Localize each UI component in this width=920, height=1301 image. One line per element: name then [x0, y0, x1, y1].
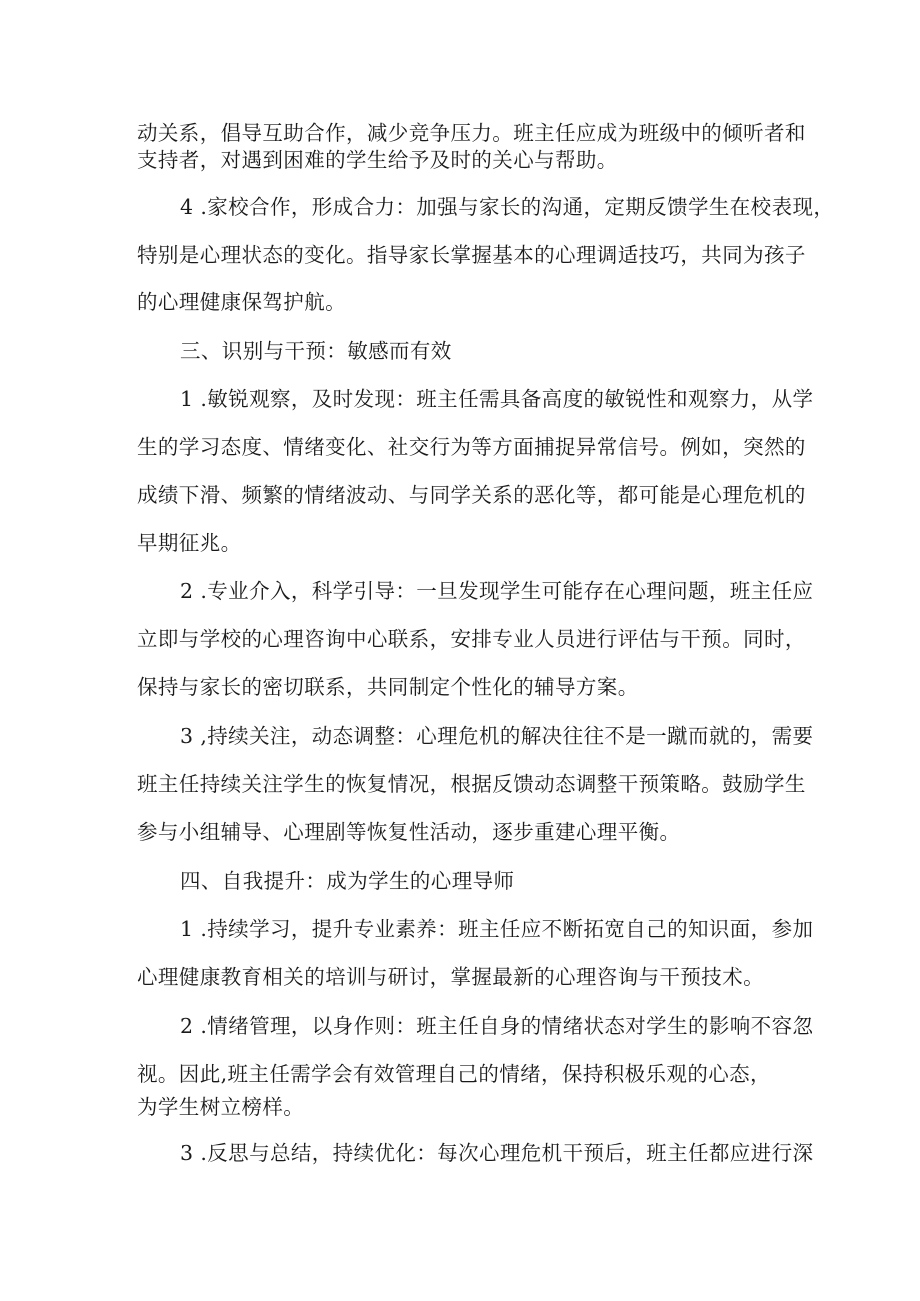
heading-text: 三、识别与干预：敏感而有效 — [180, 339, 452, 363]
text-line: 视。因此,班主任需学会有效管理自己的情绪，保持积极乐观的心态， — [137, 1062, 771, 1086]
text-line: 4 .家校合作，形成合力：加强与家长的沟通，定期反馈学生在校表现， — [180, 195, 835, 219]
text-line: 心理健康教育相关的培训与研讨，掌握最新的心理咨询与干预技术。 — [137, 965, 764, 989]
text-line: 参与小组辅导、心理剧等恢复性活动，逐步重建心理平衡。 — [137, 820, 681, 844]
text-line: 1 .持续学习，提升专业素养：班主任应不断拓宽自己的知识面，参加 — [180, 917, 814, 941]
text-line: 的心理健康保驾护航。 — [137, 290, 346, 314]
text-line: 生的学习态度、情绪变化、社交行为等方面捕捉异常信号。例如，突然的 — [137, 435, 806, 459]
text-line: 班主任持续关注学生的恢复情况，根据反馈动态调整干预策略。鼓励学生 — [137, 772, 806, 796]
text-line: 动关系，倡导互助合作，减少竞争压力。班主任应成为班级中的倾听者和 — [137, 121, 806, 145]
text-line: 3 .反思与总结，持续优化：每次心理危机干预后，班主任都应进行深 — [180, 1141, 814, 1165]
text-line: 立即与学校的心理咨询中心联系，安排专业人员进行评估与干预。同时， — [137, 627, 806, 651]
text-line: 早期征兆。 — [137, 531, 242, 555]
text-line: 2 .情绪管理，以身作则：班主任自身的情绪状态对学生的影响不容忽 — [180, 1014, 814, 1038]
text-line: 保持与家长的密切联系，共同制定个性化的辅导方案。 — [137, 675, 639, 699]
text-line: 支持者，对遇到困难的学生给予及时的关心与帮助。 — [137, 148, 618, 172]
text-line: 为学生树立榜样。 — [137, 1095, 305, 1119]
text-line: 特别是心理状态的变化。指导家长掌握基本的心理调适技巧，共同为孩子 — [137, 243, 806, 267]
text-line: 1 .敏锐观察，及时发现：班主任需具备高度的敏锐性和观察力，从学 — [180, 387, 814, 411]
text-line: 成绩下滑、频繁的情绪波动、与同学关系的恶化等，都可能是心理危机的 — [137, 483, 806, 507]
heading-text: 四、自我提升：成为学生的心理导师 — [180, 869, 515, 893]
text-line: 3 ,持续关注，动态调整：心理危机的解决往往不是一蹴而就的，需要 — [180, 724, 814, 748]
text-line: 2 .专业介入，科学引导：一旦发现学生可能存在心理问题，班主任应 — [180, 579, 814, 603]
